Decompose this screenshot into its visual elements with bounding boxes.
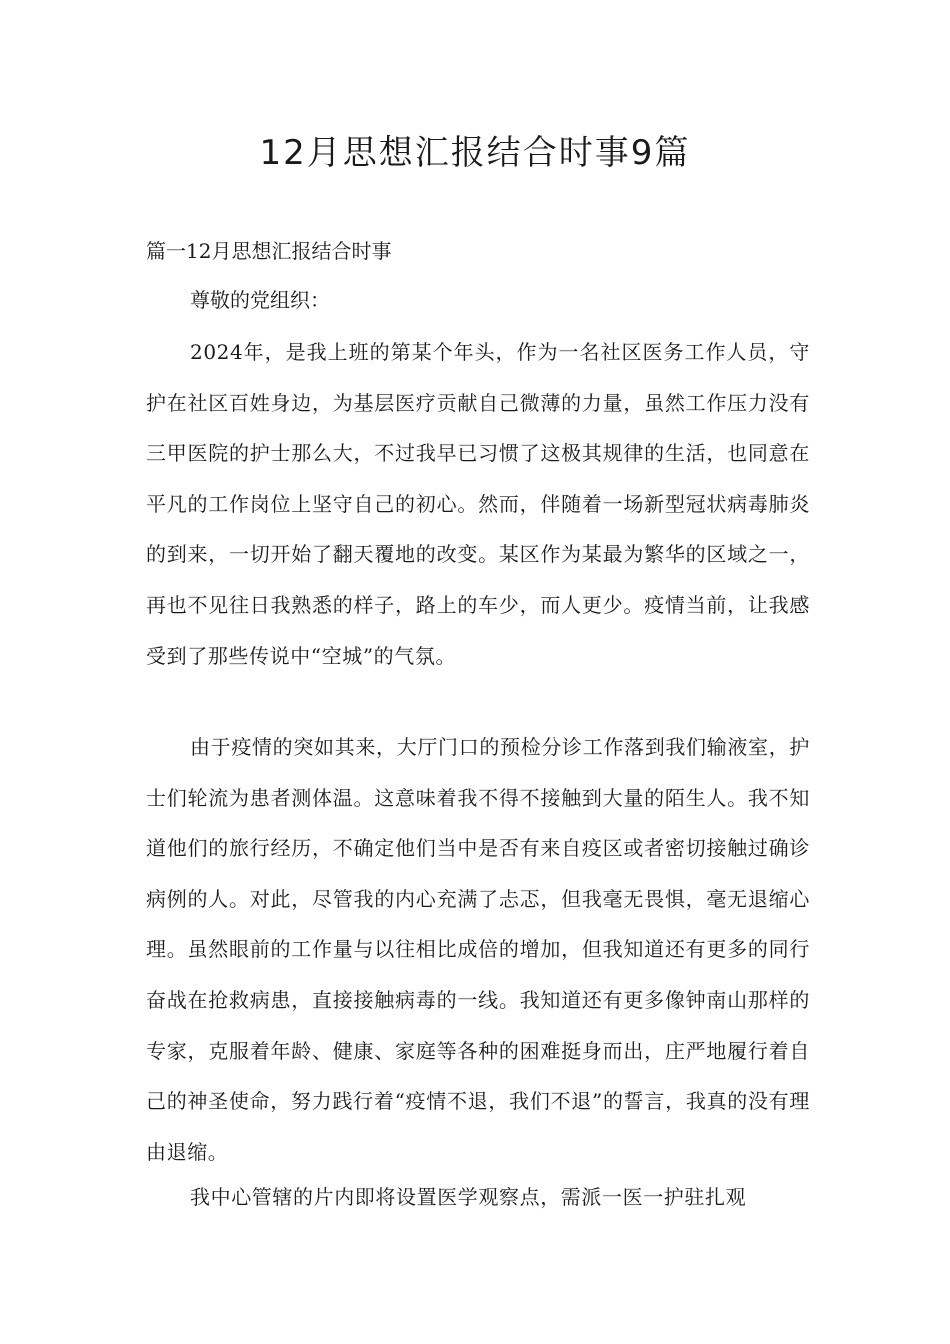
- body-paragraph-3: 我中心管辖的片内即将设置医学观察点，需派一医一护驻扎观: [190, 1185, 747, 1209]
- body-paragraph-1: 2024年，是我上班的第某个年头，作为一名社区医务工作人员，守护在社区百姓身边，为基层医疗贡献自己微薄的力量，虽然工作压力没有三甲医院的护士那么大，不过我早已习惯了这极其规律的生活，也同意在平凡的工作岗位上坚守自己的初心。然而，伴随着一场新型冠状病毒肺炎的到来，一切开始了翻天覆地的改变。某区作为某最为繁华的区域之一，再也不见往日我熟悉的样子，路上的车少，而人更少。疫情当前，让我感受到了那些传说中“空城”的气氛。: [146, 340, 810, 668]
- document-title: 12月思想汇报结合时事9篇: [259, 133, 691, 173]
- salutation: 尊敬的党组织：: [190, 288, 330, 312]
- section-heading: 篇一12月思想汇报结合时事: [146, 239, 392, 263]
- body-paragraph-2: 由于疫情的突如其来，大厅门口的预检分诊工作落到我们输液室，护士们轮流为患者测体温。这意味着我不得不接触到大量的陌生人。我不知道他们的旅行经历，不确定他们当中是否有来自疫区或者密切接触过确诊病例的人。对此，尽管我的内心充满了忐忑，但我毫无畏惧，毫无退缩心理。虽然眼前的工作量与以往相比成倍的增加，但我知道还有更多的同行奋战在抢救病患，直接接触病毒的一线。我知道还有更多像钟南山那样的专家，克服着年龄、健康、家庭等各种的困难挺身而出，庄严地履行着自己的神圣使命，努力践行着“疫情不退，我们不退”的誓言，我真的没有理由退缩。: [146, 735, 810, 1164]
